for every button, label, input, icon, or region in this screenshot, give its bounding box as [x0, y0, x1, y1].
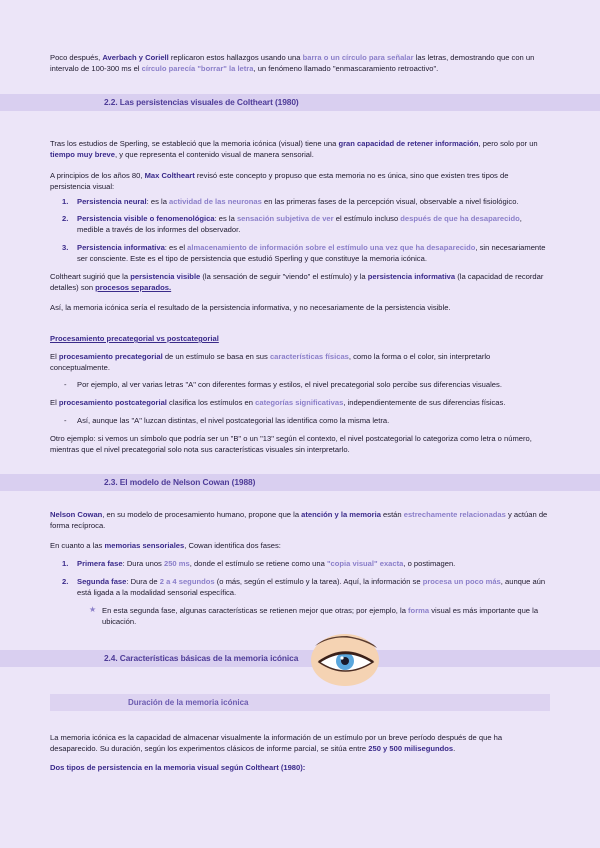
s24-paragraph-2: Dos tipos de persistencia en la memoria visual según Coltheart (1980): [50, 763, 306, 772]
bullet-dash: - [64, 380, 67, 389]
list-number: 2. [62, 214, 69, 223]
list-item: Persistencia neural: es la actividad de las neuronas en las primeras fases de la percepción visual, observable a nivel fisiológico. [77, 197, 519, 206]
s24-paragraph-1: La memoria icónica es la capacidad de almacenar visualmente la información de un estímulo por un breve período después de que ha desaparecido. Su duración, según los experimentos clásicos de informe parcial, se sitúa entre 250 y 500 milisegundos. [50, 733, 503, 753]
proc-heading: Procesamiento precategorial vs postcategorial [50, 334, 219, 343]
section-title: 2.4. Características básicas de la memoria icónica [104, 653, 299, 663]
list-item: Persistencia visible o fenomenológica: es la sensación subjetiva de ver el estímulo incluso después de que ha desaparecido, medible a través de los informes del observador. [77, 214, 522, 234]
list-number: 3. [62, 243, 69, 252]
phase-subitem: En esta segunda fase, algunas características se retienen mejor que otras; por ejemplo, la forma visual es más importante que la ubicación. [102, 606, 539, 626]
highlight-shape [340, 656, 343, 659]
s22-paragraph-1: Tras los estudios de Sperling, se estableció que la memoria icónica (visual) tiene una gran capacidad de retener información, pero solo por un tiempo muy breve, y que representa el contenido visual de manera sensorial. [50, 139, 538, 159]
s22-paragraph-4: Así, la memoria icónica sería el resultado de la persistencia informativa, y no necesariamente de la persistencia visible. [50, 303, 451, 312]
star-icon: ★ [89, 605, 97, 614]
section-title: 2.3. El modelo de Nelson Cowan (1988) [104, 477, 256, 487]
s22-paragraph-2: A principios de los años 80, Max Coltheart revisó este concepto y propuso que esta memoria no es única, sino que existen tres tipos de persistencia visual: [50, 171, 509, 191]
s23-paragraph-2: En cuanto a las memorias sensoriales, Cowan identifica dos fases: [50, 541, 281, 550]
bullet-dash: - [64, 416, 67, 425]
list-number: 1. [62, 559, 69, 568]
list-item: Persistencia informativa: es el almacenamiento de información sobre el estímulo una vez que ha desaparecido, sin necesariamente ser consciente. Este es el tipo de persistencia que estudió Sperling y que constituye la memoria icónica. [77, 243, 546, 263]
proc-bullet-1: Por ejemplo, al ver varias letras "A" con diferentes formas y estilos, el nivel precategorial solo percibe sus diferencias visuales. [77, 380, 502, 389]
subsection-title: Duración de la memoria icónica [128, 698, 249, 707]
phase-item: Primera fase: Dura unos 250 ms, donde el estímulo se retiene como una "copia visual" exacta, o postimagen. [77, 559, 456, 568]
list-number: 2. [62, 577, 69, 586]
s22-paragraph-3: Coltheart sugirió que la persistencia visible (la sensación de seguir "viendo" el estímulo) y la persistencia informativa (la capacidad de recordar detalles) son procesos separados. [50, 272, 544, 292]
proc-bullet-2: Así, aunque las "A" luzcan distintas, el nivel postcategorial las identifica como la misma letra. [77, 416, 390, 425]
section-header-2-4 [0, 650, 600, 667]
subsection-header [50, 694, 550, 711]
eye-illustration-icon [307, 630, 383, 688]
proc-paragraph-1: El procesamiento precategorial de un estímulo se basa en sus características físicas, como la forma o el color, sin interpretarlo conceptualmente. [50, 352, 491, 372]
list-number: 1. [62, 197, 69, 206]
intro-paragraph: Poco después, Averbach y Coriell replicaron estos hallazgos usando una barra o un círculo para señalar las letras, demostrando que con un intervalo de 100-300 ms el círculo parecía "borrar" la letra, un fenómeno llamado "enmascaramiento retroactivo". [50, 53, 535, 73]
section-header-2-2 [0, 94, 600, 111]
proc-paragraph-2: El procesamiento postcategorial clasifica los estímulos en categorías significativas, independientemente de sus diferencias físicas. [50, 398, 506, 407]
s23-paragraph-1: Nelson Cowan, en su modelo de procesamiento humano, propone que la atención y la memoria están estrechamente relacionadas y actúan de forma recíproca. [50, 510, 548, 530]
section-title: 2.2. Las persistencias visuales de Coltheart (1980) [104, 97, 299, 107]
phase-item: Segunda fase: Dura de 2 a 4 segundos (o más, según el estímulo y la tarea). Aquí, la información se procesa un poco más, aunque aún está ligada a la modalidad sensorial específica. [77, 577, 546, 597]
proc-paragraph-3: Otro ejemplo: si vemos un símbolo que podría ser un "B" o un "13" según el contexto, el nivel postcategorial lo categoriza como letra o número, mientras que el nivel precategorial solo nota sus características visuales sin interpretarlo. [50, 434, 532, 454]
section-header-2-3 [0, 474, 600, 491]
